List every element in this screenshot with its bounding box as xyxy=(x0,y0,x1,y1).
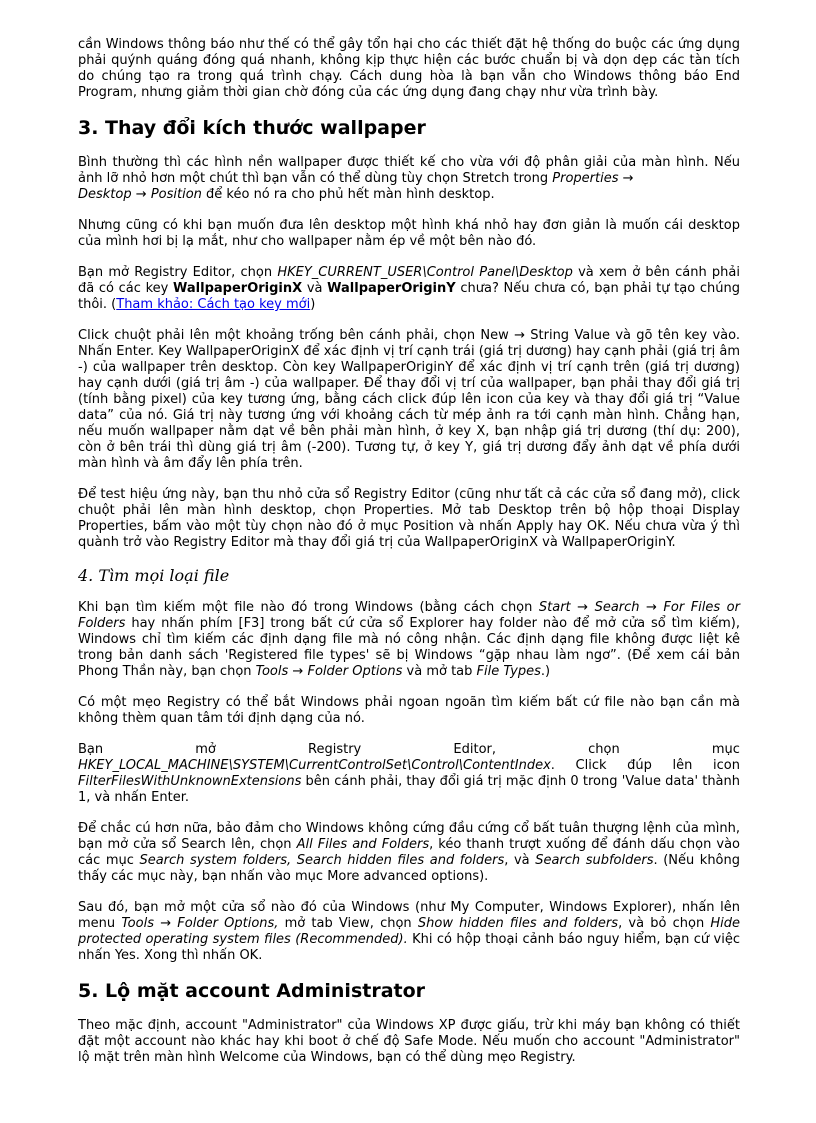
section-4-paragraph-4: Để chắc cú hơn nữa, bảo đảm cho Windows không cứng đầu cứng cổ bất tuân thượng lệnh của mình, bạn mở cửa sổ Search lên, chọn All Files and Folders, kéo thanh trượt xuống để đánh dấu chọn vào các mục Search system folders, Search hidden files and folders, và Search subfolders. (Nếu không thấy các mục này, bạn nhấn vào mục More advanced options). xyxy=(78,821,741,884)
intro-paragraph: cần Windows thông báo như thế có thể gây tổn hại cho các thiết đặt hệ thống do buộc các ứng dụng phải quýnh quáng đóng quá nhanh, không kịp thực hiện các bước chuẩn bị và dọn dẹp các tàn tích do chúng tạo ra trong quá trình chạy. Cách dung hòa là bạn vẫn cho Windows thông báo End Program, nhưng giảm thời gian chờ đóng của các ứng dụng đang chạy như vừa trình bày. xyxy=(78,37,740,100)
section-5-heading: 5. Lộ mặt account Administrator xyxy=(78,980,426,1002)
section-3-paragraph-3: Bạn mở Registry Editor, chọn HKEY_CURRENT_USER\Control Panel\Desktop và xem ở bên cánh phải đã có các key WallpaperOriginX và WallpaperOriginY chưa? Nếu chưa có, bạn phải tự tạo chúng thôi. (Tham khảo: Cách tạo key mới) xyxy=(78,265,740,312)
section-4-paragraph-2: Có một mẹo Registry có thể bắt Windows phải ngoan ngoãn tìm kiếm bất cứ file nào bạn cần mà không thèm quan tâm tới định dạng của nó. xyxy=(78,695,740,726)
section-4-paragraph-3: Bạn mở Registry Editor, chọn mục HKEY_LOCAL_MACHINE\SYSTEM\CurrentControlSet\Control\ContentIndex. Click đúp lên icon FilterFilesWithUnknownExtensions bên cánh phải, thay đổi giá trị mặc định 0 trong 'Value data' thành 1, và nhấn Enter. xyxy=(78,742,740,805)
section-4-paragraph-1: Khi bạn tìm kiếm một file nào đó trong Windows (bằng cách chọn Start → Search → For Files or Folders hay nhấn phím [F3] trong bất cứ cửa sổ Explorer hay folder nào để mở cửa sổ tìm kiếm), Windows chỉ tìm kiếm các định dạng file mà nó công nhận. Các định dạng file không được liệt kê trong bản danh sách 'Registered file types' sẽ bị Windows “gặp nhau làm ngơ”. (Để xem cái bản Phong Thần này, bạn chọn Tools → Folder Options và mở tab File Types.) xyxy=(78,600,740,679)
arrow-icon: → xyxy=(135,187,147,202)
arrow-icon: → xyxy=(160,916,172,931)
section-3-heading: 3. Thay đổi kích thước wallpaper xyxy=(78,117,426,139)
document-page xyxy=(78,37,740,1081)
section-3-paragraph-5: Để test hiệu ứng này, bạn thu nhỏ cửa sổ Registry Editor (cũng như tất cả các cửa sổ đang mở), click chuột phải lên màn hình desktop, chọn Properties. Mở tab Desktop trên bộ hộp thoại Display Properties, bấm vào một tùy chọn nào đó ở mục Position và nhấn Apply hay OK. Nếu chưa vừa ý thì quành trở vào Registry Editor mà thay đổi giá trị của WallpaperOriginX và WallpaperOriginY. xyxy=(78,487,740,550)
section-3-paragraph-1: Bình thường thì các hình nền wallpaper được thiết kế cho vừa với độ phân giải của màn hình. Nếu ảnh lỡ nhỏ hơn một chút thì bạn vẫn có thể dùng tùy chọn Stretch trong Properties → Desktop → Position để kéo nó ra cho phủ hết màn hình desktop. xyxy=(78,155,740,202)
arrow-icon: → xyxy=(577,600,589,615)
section-3-paragraph-4: Click chuột phải lên một khoảng trống bên cánh phải, chọn New → String Value và gõ tên key vào. Nhấn Enter. Key WallpaperOriginX để xác định vị trí cạnh trái (giá trị dương) hay cạnh phải (giá trị âm -) của wallpaper trên desktop. Còn key WallpaperOriginY để xác định vị trí cạnh trên (giá trị dương) hay cạnh dưới (giá trị âm -) của wallpaper. Để thay đổi vị trí của wallpaper, bạn phải thay đổi giá trị (tính bằng pixel) của key tương ứng, bằng cách click đúp lên icon của key và thay đổi giá trị “Value data” của nó. Giá trị này tương ứng với khoảng cách từ mép ảnh ra tới cạnh màn hình. Chẳng hạn, nếu muốn wallpaper nằm dạt về bên phải màn hình, ở key X, bạn nhập giá trị dương (thí dụ: 200), còn ở bên trái thì dùng giá trị âm (-200). Tương tự, ở key Y, giá trị dương đẩy ảnh dạt về phía dưới màn hình và âm đẩy lên phía trên. xyxy=(78,328,740,471)
arrow-icon: → xyxy=(622,171,634,186)
arrow-icon: → xyxy=(514,328,525,343)
section-5-paragraph-1: Theo mặc định, account "Administrator" của Windows XP được giấu, trừ khi máy bạn không có thiết đặt một account nào khác hay khi boot ở chế độ Safe Mode. Nếu muốn cho account "Administrator" lộ mặt trên màn hình Welcome của Windows, bạn có thể dùng mẹo Registry. xyxy=(78,1018,740,1065)
arrow-icon: → xyxy=(292,664,304,679)
arrow-icon: → xyxy=(646,600,657,615)
section-4-heading: 4. Tìm mọi loại file xyxy=(78,566,230,585)
section-3-paragraph-2: Nhưng cũng có khi bạn muốn đưa lên desktop một hình khá nhỏ hay đơn giản là muốn cái desktop của mình hơi bị lạ mắt, như cho wallpaper nằm ép về một bên nào đó. xyxy=(78,218,740,249)
section-4-paragraph-5: Sau đó, bạn mở một cửa sổ nào đó của Windows (như My Computer, Windows Explorer), nhấn lên menu Tools → Folder Options, mở tab View, chọn Show hidden files and folders, và bỏ chọn Hide protected operating system files (Recommended). Khi có hộp thoại cảnh báo nguy hiểm, bạn cứ việc nhấn Yes. Xong thì nhấn OK. xyxy=(78,900,741,963)
reference-link[interactable]: Tham khảo: Cách tạo key mới xyxy=(116,297,311,312)
